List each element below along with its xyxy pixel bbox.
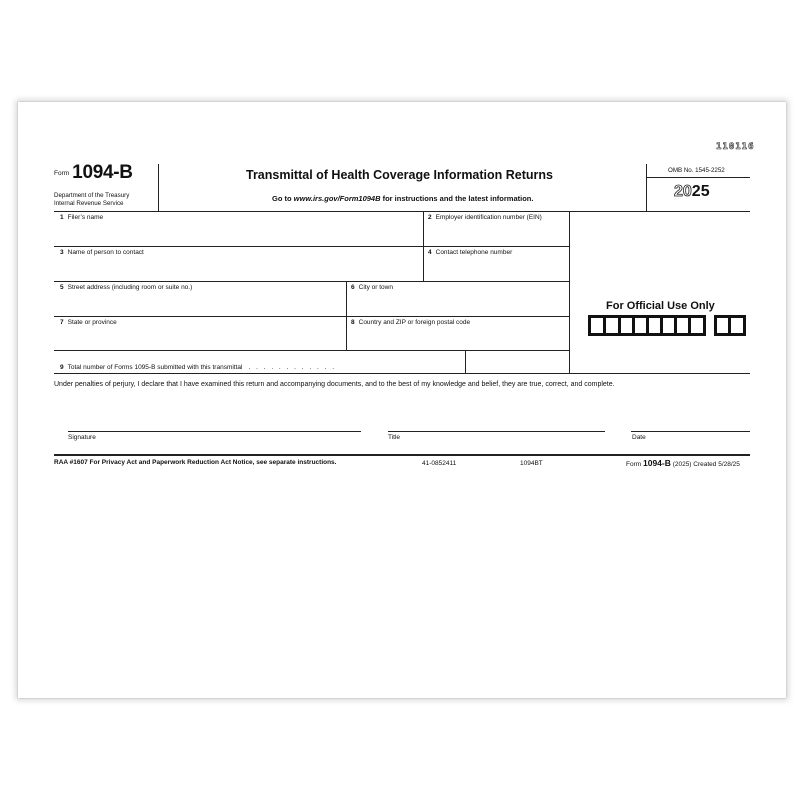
subtitle-url[interactable]: www.irs.gov/Form1094B [293, 194, 381, 203]
form-sheet [18, 102, 786, 698]
city-input[interactable] [347, 293, 568, 315]
footer-cat-no: 41-0852411 [422, 460, 457, 467]
signature-input[interactable] [68, 418, 361, 431]
tax-year [674, 183, 710, 201]
row5-rule [54, 373, 750, 374]
official-use-boxes [588, 315, 748, 336]
signature-line [68, 431, 361, 432]
contact-phone-input[interactable] [424, 258, 568, 280]
subtitle-prefix: Go to [272, 194, 294, 203]
form-title: Transmittal of Health Coverage Information Returns [246, 168, 553, 182]
row3-rule [54, 316, 569, 317]
date-line [631, 431, 750, 432]
signature-label: Signature [68, 434, 96, 441]
footer-form-ref: Form 1094-B (2025) Created 5/28/25 [626, 458, 740, 468]
row1-rule [54, 246, 569, 247]
field-8-label: 8 Country and ZIP or foreign postal code [351, 319, 471, 326]
title-input[interactable] [388, 418, 605, 431]
ein-input[interactable] [424, 223, 568, 245]
field-4-label: 4 Contact telephone number [428, 249, 513, 256]
filer-name-input[interactable] [55, 223, 422, 245]
state-input[interactable] [55, 328, 345, 349]
omb-number: OMB No. 1545-2252 [668, 167, 725, 174]
official-use-label: For Official Use Only [606, 300, 715, 312]
form-number: 1094-B [72, 162, 133, 183]
field-6-label: 6 City or town [351, 284, 393, 291]
contact-name-input[interactable] [55, 258, 422, 280]
field-5-label: 5 Street address (including room or suite no.) [60, 284, 193, 291]
field-9-label: 9 Total number of Forms 1095-B submitted with this transmittal . . . . . . . . . . . . [60, 364, 337, 371]
title-label: Title [388, 434, 401, 441]
country-zip-input[interactable] [347, 328, 568, 349]
street-address-input[interactable] [55, 293, 345, 315]
header-divider-left [158, 164, 159, 211]
field-1-label: 1 Filer’s name [60, 214, 104, 221]
subtitle-suffix: for instructions and the latest information. [380, 194, 534, 203]
service-label: Internal Revenue Service [54, 200, 124, 207]
header-divider-right [646, 164, 647, 211]
form-number-block [54, 162, 133, 184]
omb-divider [646, 177, 750, 178]
header-bottom-rule [54, 211, 750, 212]
department-label: Department of the Treasury [54, 192, 130, 199]
date-label: Date [632, 434, 646, 441]
field-7-label: 7 State or province [60, 319, 117, 326]
total-forms-input[interactable] [466, 351, 568, 372]
official-area-divider [569, 211, 570, 373]
field-3-label: 3 Name of person to contact [60, 249, 144, 256]
row2-rule [54, 281, 569, 282]
form-prefix: Form [54, 170, 70, 177]
form-subtitle [272, 194, 533, 203]
date-input[interactable] [631, 418, 750, 431]
title-line [388, 431, 605, 432]
footer-code: 1094BT [520, 460, 543, 467]
footer-notice: RAA #1607 For Privacy Act and Paperwork Reduction Act Notice, see separate instructions. [54, 459, 337, 466]
field-2-label: 2 Employer identification number (EIN) [428, 214, 542, 221]
field-9-leader-dots: . . . . . . . . . . . . [248, 364, 337, 371]
tax-year-prefix: 20 [674, 183, 692, 200]
footer-rule [54, 454, 750, 456]
form-code: 110116 [716, 142, 755, 152]
tax-year-suffix: 25 [691, 183, 710, 200]
perjury-statement: Under penalties of perjury, I declare that I have examined this return and accompanying documents, and to the best of my knowledge and belief, they are true, correct, and complete. [54, 381, 615, 388]
